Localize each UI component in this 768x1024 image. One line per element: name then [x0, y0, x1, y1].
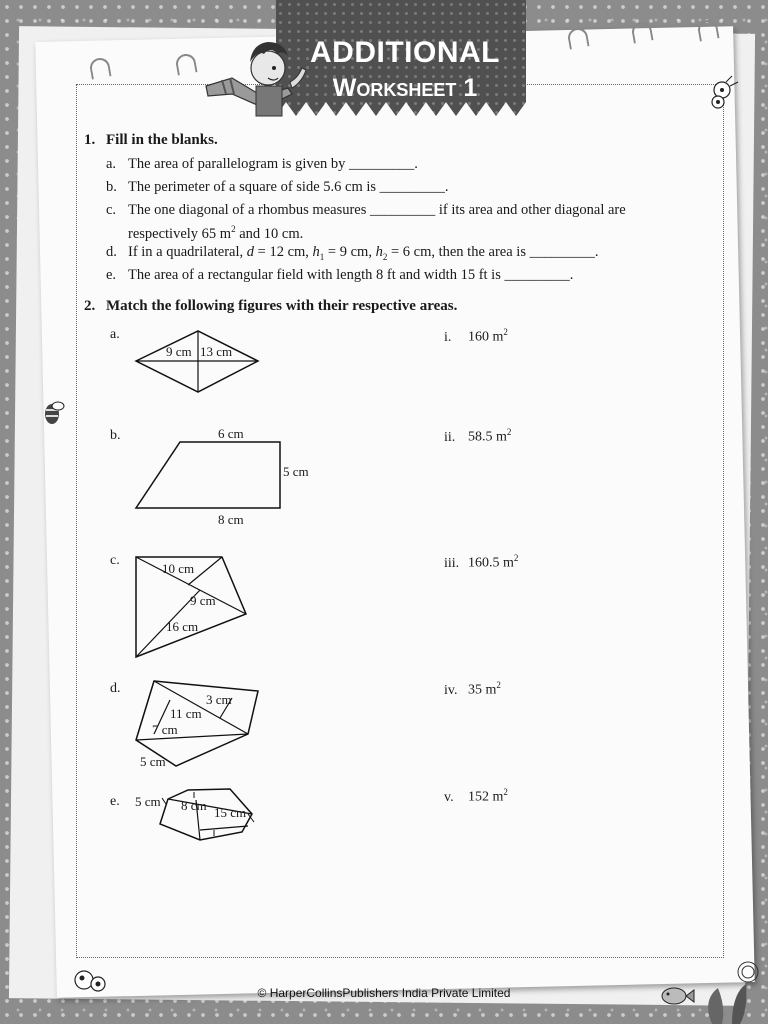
figure-d-pentagon: [130, 676, 280, 772]
figure-a-rhombus: [130, 326, 265, 394]
option-value: 152 m: [468, 789, 504, 805]
question-2-heading: [84, 298, 457, 315]
option-label: iii.: [444, 555, 460, 571]
superscript: 2: [503, 327, 508, 337]
fill-blank-item: [106, 155, 418, 174]
question-number: 1.: [84, 132, 96, 148]
option-value: 160.5 m: [468, 555, 514, 571]
figure-e-hexagon: [130, 784, 270, 850]
variable: h: [375, 244, 383, 260]
variable: h: [312, 244, 320, 260]
title-line-1: ADDITIONAL: [310, 36, 500, 69]
item-label: c.: [106, 202, 117, 218]
item-text: The area of a rectangular field with length 8 ft and width 15 ft is _________.: [128, 267, 574, 283]
dimension-label: 13 cm: [200, 344, 233, 359]
item-text: The area of parallelogram is given by _________.: [128, 156, 418, 172]
item-label: b.: [106, 179, 117, 195]
item-text: respectively 65 m: [128, 225, 232, 242]
answer-option: [444, 553, 518, 572]
subscript: 1: [319, 251, 325, 262]
dimension-label: 9 cm: [190, 593, 216, 608]
figure-c-quadrilateral: [130, 552, 255, 662]
dimension-label: 5 cm: [283, 464, 309, 479]
superscript: 2: [513, 553, 519, 563]
item-text: If in a quadrilateral,: [128, 244, 247, 260]
fill-blank-item: [106, 201, 706, 244]
superscript: 2: [506, 427, 512, 437]
title-line-2: Worksheet 1: [332, 74, 478, 102]
dimension-label: 6 cm: [218, 426, 244, 441]
question-number: 2.: [84, 298, 96, 314]
dimension-label: 8 cm: [218, 512, 244, 527]
dimension-label: 3 cm: [206, 692, 232, 707]
question-title: Fill in the blanks.: [106, 132, 218, 148]
item-text: The one diagonal of a rhombus measures _________ if its area and other diagonal are: [128, 202, 626, 218]
variable: d: [246, 244, 255, 260]
fill-blank-item: [106, 266, 573, 285]
option-value: 58.5 m: [468, 429, 507, 445]
option-label: ii.: [444, 429, 456, 445]
item-text: = 12 cm,: [254, 244, 313, 260]
answer-option: [444, 787, 508, 806]
fill-blank-item: [106, 178, 449, 197]
dimension-label: 9 cm: [166, 344, 192, 359]
figure-label: d.: [110, 681, 121, 696]
answer-option: [444, 327, 508, 346]
superscript: 2: [503, 787, 508, 797]
item-label: e.: [106, 267, 117, 283]
option-label: iv.: [444, 682, 458, 698]
dimension-label: 7 cm: [152, 722, 178, 737]
option-value: 160 m: [468, 329, 504, 345]
item-text: and 10 cm.: [235, 225, 304, 242]
item-text: = 6 cm, then the area is _________.: [387, 244, 599, 260]
dimension-label: 8 cm: [181, 798, 207, 813]
item-text: = 9 cm,: [324, 244, 376, 260]
answer-option: [444, 427, 511, 446]
question-1-heading: [84, 132, 218, 149]
item-label: d.: [106, 244, 117, 260]
dimension-label: 10 cm: [162, 561, 195, 576]
fill-blank-item: [106, 243, 598, 267]
item-label: a.: [106, 156, 117, 172]
superscript: 2: [496, 680, 501, 690]
option-value: 35 m: [468, 682, 497, 698]
option-label: i.: [444, 329, 452, 345]
figure-label: b.: [110, 428, 121, 443]
dimension-label: 16 cm: [166, 619, 199, 634]
item-text: The perimeter of a square of side 5.6 cm is _________.: [128, 179, 449, 195]
figure-label: c.: [110, 553, 120, 568]
copyright-footer: © HarperCollinsPublishers India Private Limited: [257, 986, 511, 1000]
superscript: 2: [231, 224, 236, 234]
dimension-label: 11 cm: [170, 706, 202, 721]
subscript: 2: [382, 251, 388, 262]
figure-label: a.: [110, 327, 120, 342]
dimension-label: 5 cm: [140, 754, 166, 769]
figure-b-trapezium: [130, 424, 320, 530]
dimension-label: 5 cm: [135, 794, 161, 809]
dimension-label: 15 cm: [214, 805, 247, 820]
question-title: Match the following figures with their respective areas.: [106, 298, 458, 314]
option-label: v.: [444, 789, 454, 805]
figure-label: e.: [110, 794, 120, 809]
answer-option: [444, 680, 501, 699]
